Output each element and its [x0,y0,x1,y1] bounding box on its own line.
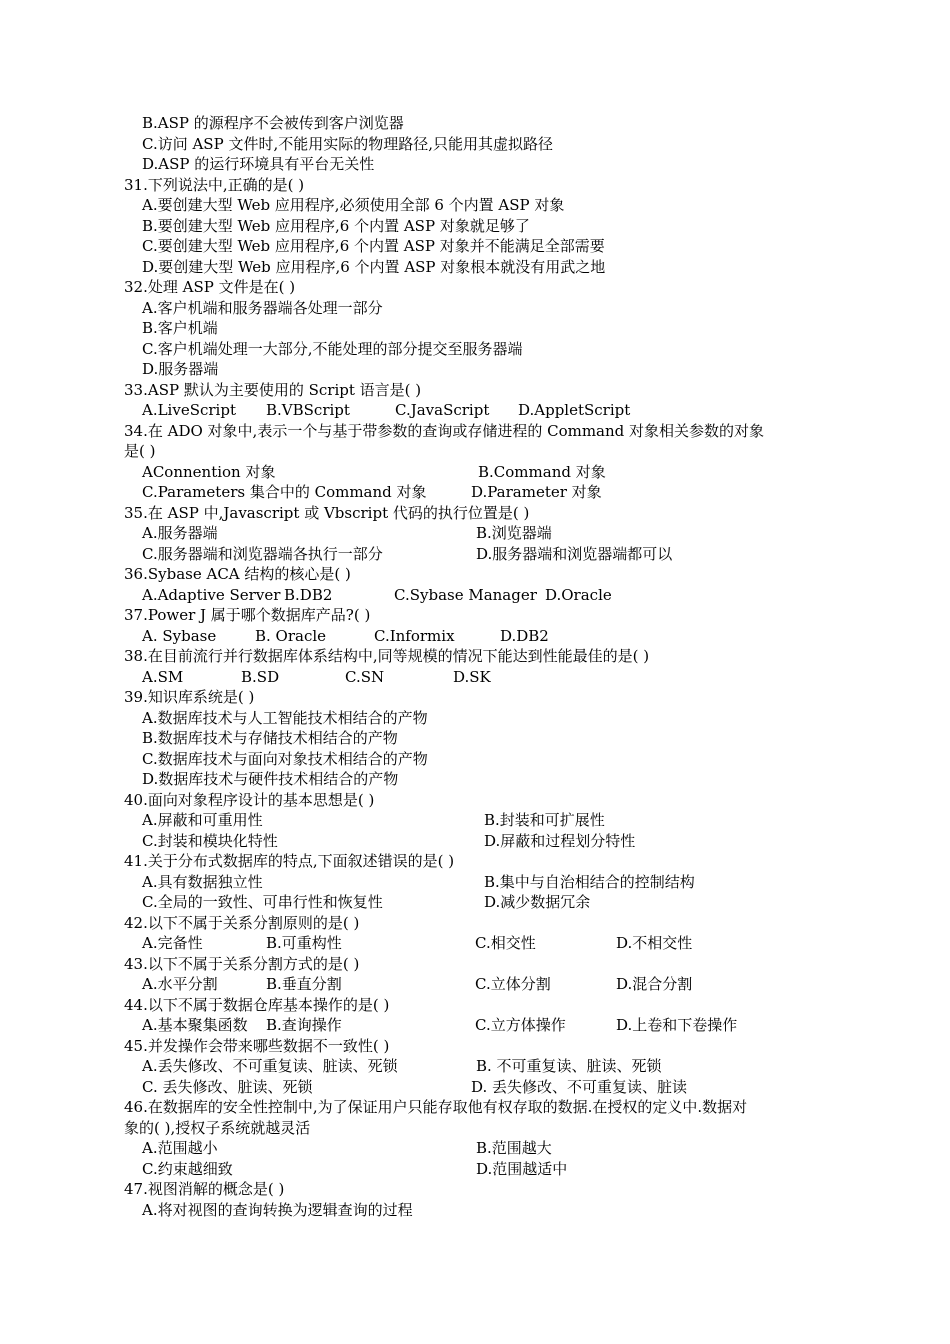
option-text: A.SM [142,667,184,686]
option-text: D.上卷和下卷操作 [616,1016,738,1034]
option-text: C.JavaScript [395,401,490,419]
question-text: 39.知识库系统是( ) [124,688,255,706]
option-text: B.浏览器端 [476,524,552,542]
option-row [0,892,950,913]
option-text: C.数据库技术与面向对象技术相结合的产物 [142,749,428,768]
question-text: 35.在 ASP 中,Javascript 或 Vbscript 代码的执行位置是( ) [124,503,530,522]
option-text: B.要创建大型 Web 应用程序,6 个内置 ASP 对象就足够了 [142,216,530,235]
option-text: D.范围越适中 [476,1159,568,1178]
option-text: C.访问 ASP 文件时,不能用实际的物理路径,只能用其虚拟路径 [142,134,553,153]
option-text: C.Parameters 集合中的 Command 对象 [142,483,427,501]
option-text: B.客户机端 [142,319,218,337]
option-text: A.数据库技术与人工智能技术相结合的产物 [142,708,428,727]
option-text: C.立方体操作 [475,1016,566,1034]
question-text: 34.在 ADO 对象中,表示一个与基于带参数的查询或存储进程的 Command 对象相关参数的对象 [124,421,765,440]
option-row [0,1077,950,1098]
option-text: A.丢失修改、不可重复读、脏读、死锁 [142,1057,398,1075]
question-text: 46.在数据库的安全性控制中,为了保证用户只能存取他有权存取的数据.在授权的定义中.数据对 [124,1098,748,1116]
option-text: C.Sybase Manager [394,585,537,604]
option-text: B.范围越大 [476,1139,552,1157]
option-text: A.要创建大型 Web 应用程序,必须使用全部 6 个内置 ASP 对象 [142,196,565,214]
option-text: C. 丢失修改、脏读、死锁 [142,1077,313,1096]
option-text: B.ASP 的源程序不会被传到客户浏览器 [142,114,404,132]
option-row [0,933,950,954]
option-text: A.基本聚集函数 [142,1016,248,1034]
option-text: B.垂直分割 [266,975,342,993]
option-row [0,482,950,503]
option-text: C.Informix [374,626,455,645]
option-text: A.LiveScript [142,401,236,419]
option-text: B.集中与自治相结合的控制结构 [484,872,695,891]
option-text: D.ASP 的运行环境具有平台无关性 [142,155,375,173]
option-text: A.客户机端和服务器端各处理一部分 [142,298,383,317]
option-text: A.具有数据独立性 [142,872,263,891]
option-text: D.服务器端和浏览器端都可以 [476,544,673,563]
question-text: 象的( ),授权子系统就越灵活 [124,1118,311,1137]
option-text: D.不相交性 [616,934,693,952]
question-text: 是( ) [124,442,156,460]
option-text: A.Adaptive Server [142,585,281,604]
question-text: 44.以下不属于数据仓库基本操作的是( ) [124,995,390,1014]
question-text: 32.处理 ASP 文件是在( ) [124,278,296,296]
option-text: B.数据库技术与存储技术相结合的产物 [142,729,398,747]
option-text: C.相交性 [475,934,536,952]
option-text: C.封装和模块化特性 [142,831,278,850]
option-text: D. 丢失修改、不可重复读、脏读 [471,1077,688,1096]
option-row [0,831,950,852]
option-row [0,872,950,893]
option-text: B.查询操作 [266,1016,342,1034]
option-text: D.服务器端 [142,360,219,378]
option-text: C.服务器端和浏览器端各执行一部分 [142,544,383,563]
question-text: 38.在目前流行并行数据库体系结构中,同等规模的情况下能达到性能最佳的是( ) [124,647,650,665]
option-row [0,523,950,544]
option-text: D.DB2 [500,626,549,645]
option-text: C.要创建大型 Web 应用程序,6 个内置 ASP 对象并不能满足全部需要 [142,237,605,255]
option-text: D.AppletScript [518,401,631,419]
option-text: AConnention 对象 [142,462,276,481]
option-text: D.SK [453,667,491,686]
option-text: A. Sybase [142,626,217,645]
option-text: D.数据库技术与硬件技术相结合的产物 [142,770,399,788]
question-text: 47.视图消解的概念是( ) [124,1180,285,1198]
option-row [0,667,950,688]
option-text: C.SN [345,667,385,686]
option-text: B.DB2 [284,585,333,604]
option-row [0,1138,950,1159]
option-text: D.要创建大型 Web 应用程序,6 个内置 ASP 对象根本就没有用武之地 [142,257,606,276]
option-text: A.将对视图的查询转换为逻辑查询的过程 [142,1200,413,1219]
question-text: 37.Power J 属于哪个数据库产品?( ) [124,606,371,624]
option-text: B.可重构性 [266,934,342,952]
option-text: A.范围越小 [142,1139,218,1157]
option-row [0,1159,950,1180]
question-text: 31.下列说法中,正确的是( ) [124,175,305,194]
option-text: B.SD [241,667,280,686]
option-text: A.水平分割 [142,975,218,993]
option-text: D.混合分割 [616,975,693,993]
question-text: 43.以下不属于关系分割方式的是( ) [124,954,360,973]
option-text: B. Oracle [255,626,327,645]
option-row [0,585,950,606]
question-text: 45.并发操作会带来哪些数据不一致性( ) [124,1036,390,1055]
option-text: C.约束越细致 [142,1159,233,1178]
question-text: 41.关于分布式数据库的特点,下面叙述错误的是( ) [124,852,455,870]
question-text: 42.以下不属于关系分割原则的是( ) [124,913,360,932]
option-row [0,544,950,565]
option-text: B.封装和可扩展性 [484,811,605,829]
option-text: D.屏蔽和过程划分特性 [484,831,636,850]
option-text: D.Oracle [545,585,612,604]
option-text: C.立体分割 [475,975,551,993]
question-text: 33.ASP 默认为主要使用的 Script 语言是( ) [124,380,422,399]
option-text: A.完备性 [142,934,203,952]
option-text: A.屏蔽和可重用性 [142,811,263,829]
option-row [0,1015,950,1036]
option-text: D.减少数据冗余 [484,893,591,911]
option-row [0,462,950,483]
option-row [0,626,950,647]
option-text: D.Parameter 对象 [471,483,602,501]
option-text: B.Command 对象 [478,462,606,481]
document-page [0,113,950,1220]
option-row [0,400,950,421]
option-text: B. 不可重复读、脏读、死锁 [476,1057,662,1075]
option-text: A.服务器端 [142,524,218,542]
option-text: B.VBScript [266,401,350,419]
option-text: C.全局的一致性、可串行性和恢复性 [142,893,383,911]
option-row [0,974,950,995]
question-text: 36.Sybase ACA 结构的核心是( ) [124,565,351,583]
option-text: C.客户机端处理一大部分,不能处理的部分提交至服务器端 [142,339,523,358]
option-row [0,810,950,831]
option-row [0,1056,950,1077]
question-text: 40.面向对象程序设计的基本思想是( ) [124,790,375,809]
